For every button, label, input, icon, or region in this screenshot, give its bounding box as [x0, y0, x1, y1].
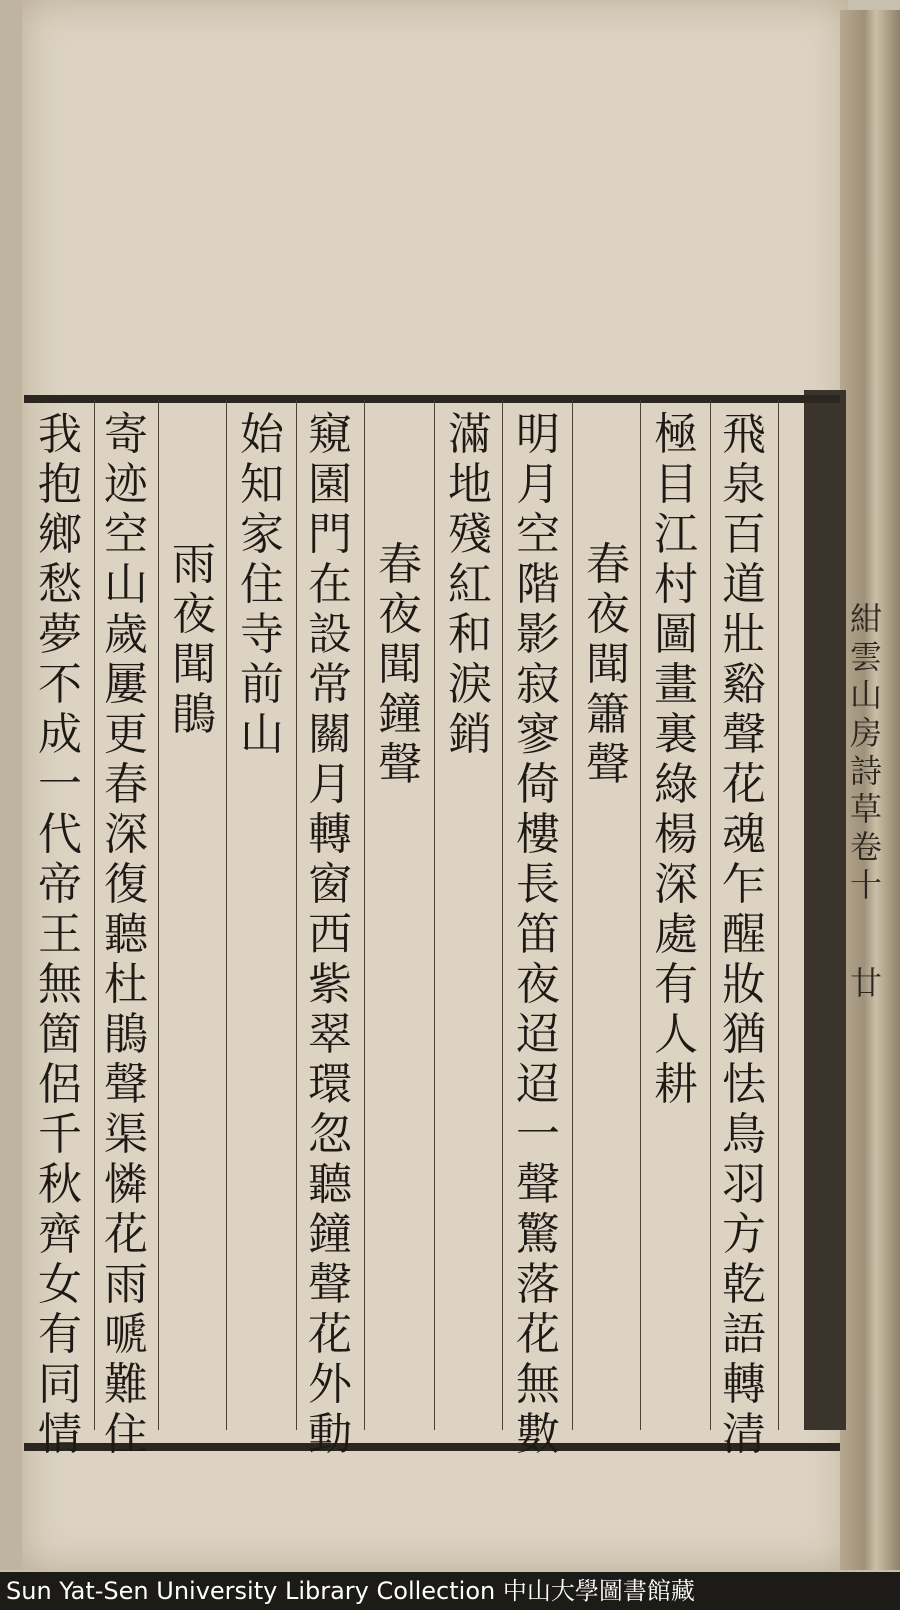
- glyph: 聲: [516, 1159, 560, 1210]
- column-rule: [572, 400, 573, 1430]
- glyph: 聞: [586, 639, 630, 690]
- glyph: 醒: [722, 909, 766, 960]
- glyph: 綠: [654, 759, 698, 810]
- glyph: 女: [38, 1259, 82, 1310]
- glyph: 聲: [378, 739, 422, 790]
- glyph: 聞: [378, 639, 422, 690]
- poem-title-1: [576, 540, 640, 790]
- glyph: 杜: [104, 959, 148, 1010]
- glyph: 村: [654, 559, 698, 610]
- column-rule: [640, 400, 641, 1430]
- glyph: 我: [38, 409, 82, 460]
- glyph: 楊: [654, 809, 698, 860]
- glyph: 動: [308, 1409, 352, 1460]
- glyph: 一: [38, 759, 82, 810]
- text-column-10: [94, 410, 158, 1460]
- glyph: 月: [308, 759, 352, 810]
- glyph: 住: [240, 559, 284, 610]
- glyph: 雨: [172, 539, 216, 590]
- glyph: 前: [240, 659, 284, 710]
- glyph: 壯: [722, 609, 766, 660]
- banner-glyph: 十: [849, 866, 882, 904]
- glyph: 鐘: [378, 689, 422, 740]
- banner-glyph: 雲: [849, 638, 882, 676]
- glyph: 無: [38, 959, 82, 1010]
- glyph: 在: [308, 559, 352, 610]
- glyph: 倚: [516, 759, 560, 810]
- glyph: 裏: [654, 709, 698, 760]
- text-column-1: [712, 410, 776, 1460]
- banner-glyph: 山: [849, 676, 882, 714]
- text-column-5: [438, 410, 502, 760]
- glyph: 翠: [308, 1009, 352, 1060]
- glyph: 窗: [308, 859, 352, 910]
- glyph: 聞: [172, 639, 216, 690]
- glyph: 嗁: [104, 1309, 148, 1360]
- glyph: 有: [38, 1309, 82, 1360]
- glyph: 谿: [722, 659, 766, 710]
- glyph: 百: [722, 509, 766, 560]
- glyph: 齊: [38, 1209, 82, 1260]
- glyph: 聲: [586, 739, 630, 790]
- library-caption: Sun Yat-Sen University Library Collection 中山大學圖書館藏: [0, 1572, 900, 1610]
- glyph: 極: [654, 409, 698, 460]
- glyph: 數: [516, 1409, 560, 1460]
- glyph: 常: [308, 659, 352, 710]
- glyph: 鄉: [38, 509, 82, 560]
- banner-glyph: 卷: [849, 828, 882, 866]
- column-rule: [296, 400, 297, 1430]
- glyph: 夜: [378, 589, 422, 640]
- glyph: 淚: [448, 659, 492, 710]
- glyph: 寄: [104, 409, 148, 460]
- glyph: 迢: [516, 1009, 560, 1060]
- glyph: 階: [516, 559, 560, 610]
- glyph: 鳥: [722, 1109, 766, 1160]
- glyph: 環: [308, 1059, 352, 1110]
- glyph: 鵑: [172, 689, 216, 740]
- folio-number: 廿: [849, 964, 882, 1002]
- glyph: 箇: [38, 1009, 82, 1060]
- glyph: 深: [104, 809, 148, 860]
- column-rule: [502, 400, 503, 1430]
- column-rule: [710, 400, 711, 1430]
- glyph: 愁: [38, 559, 82, 610]
- glyph: 王: [38, 909, 82, 960]
- glyph: 聲: [308, 1259, 352, 1310]
- glyph: 門: [308, 509, 352, 560]
- glyph: 鐘: [308, 1209, 352, 1260]
- glyph: 西: [308, 909, 352, 960]
- glyph: 夜: [586, 589, 630, 640]
- glyph: 笛: [516, 909, 560, 960]
- glyph: 侶: [38, 1059, 82, 1110]
- poem-title-2: [368, 540, 432, 790]
- glyph: 難: [104, 1359, 148, 1410]
- text-column-7: [298, 410, 362, 1460]
- glyph: 忽: [308, 1109, 352, 1160]
- glyph: 夜: [516, 959, 560, 1010]
- glyph: 泉: [722, 459, 766, 510]
- glyph: 空: [516, 509, 560, 560]
- glyph: 夢: [38, 609, 82, 660]
- glyph: 驚: [516, 1209, 560, 1260]
- banner-glyph: 草: [849, 790, 882, 828]
- glyph: 同: [38, 1359, 82, 1410]
- glyph: 人: [654, 1009, 698, 1060]
- glyph: 迢: [516, 1059, 560, 1110]
- glyph: 渠: [104, 1109, 148, 1160]
- glyph: 簫: [586, 689, 630, 740]
- glyph: 花: [308, 1309, 352, 1360]
- glyph: 畫: [654, 659, 698, 710]
- glyph: 方: [722, 1209, 766, 1260]
- glyph: 轉: [308, 809, 352, 860]
- glyph: 憐: [104, 1159, 148, 1210]
- glyph: 明: [516, 409, 560, 460]
- glyph: 紫: [308, 959, 352, 1010]
- glyph: 帝: [38, 859, 82, 910]
- glyph: 道: [722, 559, 766, 610]
- glyph: 家: [240, 509, 284, 560]
- glyph: 處: [654, 909, 698, 960]
- glyph: 羽: [722, 1159, 766, 1210]
- glyph: 月: [516, 459, 560, 510]
- column-rule: [778, 400, 779, 1430]
- glyph: 聽: [104, 909, 148, 960]
- glyph: 深: [654, 859, 698, 910]
- glyph: 轉: [722, 1359, 766, 1410]
- glyph: 清: [722, 1409, 766, 1460]
- glyph: 乾: [722, 1259, 766, 1310]
- glyph: 知: [240, 459, 284, 510]
- glyph: 歲: [104, 609, 148, 660]
- glyph: 秋: [38, 1159, 82, 1210]
- glyph: 代: [38, 809, 82, 860]
- column-rule: [434, 400, 435, 1430]
- text-column-11: [28, 410, 92, 1460]
- text-column-8: [230, 410, 294, 760]
- glyph: 怯: [722, 1059, 766, 1110]
- glyph: 春: [104, 759, 148, 810]
- glyph: 紅: [448, 559, 492, 610]
- glyph: 成: [38, 709, 82, 760]
- glyph: 長: [516, 859, 560, 910]
- glyph: 影: [516, 609, 560, 660]
- glyph: 無: [516, 1359, 560, 1410]
- banner-glyph: 紺: [849, 600, 882, 638]
- glyph: 千: [38, 1109, 82, 1160]
- glyph: 住: [104, 1409, 148, 1460]
- glyph: 窺: [308, 409, 352, 460]
- glyph: 和: [448, 609, 492, 660]
- glyph: 春: [378, 539, 422, 590]
- glyph: 滿: [448, 409, 492, 460]
- glyph: 園: [308, 459, 352, 510]
- glyph: 鵑: [104, 1009, 148, 1060]
- poem-title-3: [162, 540, 226, 740]
- glyph: 有: [654, 959, 698, 1010]
- block-heart-title: [846, 600, 886, 1002]
- glyph: 飛: [722, 409, 766, 460]
- glyph: 寂: [516, 659, 560, 710]
- text-column-4: [506, 410, 570, 1460]
- glyph: 寺: [240, 609, 284, 660]
- glyph: 不: [38, 659, 82, 710]
- glyph: 更: [104, 709, 148, 760]
- glyph: 落: [516, 1259, 560, 1310]
- glyph: 目: [654, 459, 698, 510]
- glyph: 聲: [722, 709, 766, 760]
- glyph: 乍: [722, 859, 766, 910]
- glyph: 迹: [104, 459, 148, 510]
- glyph: 關: [308, 709, 352, 760]
- glyph: 圖: [654, 609, 698, 660]
- banner-glyph: 房: [849, 714, 882, 752]
- glyph: 設: [308, 609, 352, 660]
- glyph: 始: [240, 409, 284, 460]
- glyph: 聲: [104, 1059, 148, 1110]
- glyph: 抱: [38, 459, 82, 510]
- glyph: 外: [308, 1359, 352, 1410]
- glyph: 江: [654, 509, 698, 560]
- glyph: 雨: [104, 1259, 148, 1310]
- glyph: 寥: [516, 709, 560, 760]
- glyph: 魂: [722, 809, 766, 860]
- glyph: 猶: [722, 1009, 766, 1060]
- glyph: 花: [516, 1309, 560, 1360]
- text-column-2: [644, 410, 708, 1110]
- glyph: 花: [722, 759, 766, 810]
- glyph: 山: [240, 709, 284, 760]
- banner-glyph: 詩: [849, 752, 882, 790]
- glyph: 聽: [308, 1159, 352, 1210]
- glyph: 春: [586, 539, 630, 590]
- column-rule: [364, 400, 365, 1430]
- glyph: 夜: [172, 589, 216, 640]
- glyph: 屢: [104, 659, 148, 710]
- column-rule: [158, 400, 159, 1430]
- glyph: 妝: [722, 959, 766, 1010]
- glyph: 情: [38, 1409, 82, 1460]
- glyph: 花: [104, 1209, 148, 1260]
- glyph: 復: [104, 859, 148, 910]
- glyph: 地: [448, 459, 492, 510]
- glyph: 耕: [654, 1059, 698, 1110]
- glyph: 語: [722, 1309, 766, 1360]
- glyph: 殘: [448, 509, 492, 560]
- glyph: 空: [104, 509, 148, 560]
- column-rule: [226, 400, 227, 1430]
- glyph: 一: [516, 1109, 560, 1160]
- glyph: 山: [104, 559, 148, 610]
- glyph: 銷: [448, 709, 492, 760]
- glyph: 樓: [516, 809, 560, 860]
